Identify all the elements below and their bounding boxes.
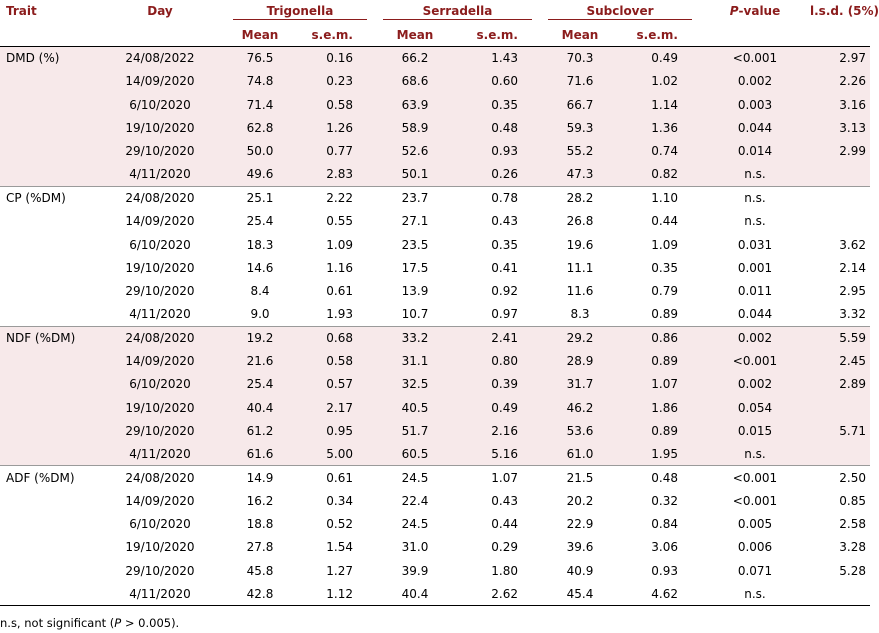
table-row — [0, 70, 870, 93]
cell-subclover-mean: 19.6 — [566, 237, 594, 252]
cell-serradella-sem: 0.39 — [491, 377, 518, 392]
cell-trigonella-mean: 76.5 — [246, 51, 274, 66]
cell-pvalue: 0.011 — [737, 284, 773, 299]
cell-serradella-sem: 1.07 — [455, 466, 540, 489]
cell-serradella-mean: 31.1 — [401, 354, 429, 368]
cell-serradella-mean: 23.7 — [375, 186, 455, 209]
cell-pvalue: 0.002 — [737, 377, 773, 392]
table-row — [0, 93, 870, 116]
cell-trigonella-sem: 2.17 — [326, 400, 353, 415]
section-adf — [0, 466, 870, 606]
cell-subclover-sem: 0.48 — [620, 466, 700, 489]
table-row — [0, 210, 870, 233]
cell-subclover-sem: 4.62 — [651, 586, 678, 601]
cell-serradella-mean: 24.5 — [401, 517, 429, 532]
header-sem: s.e.m. — [636, 28, 678, 42]
table-row — [0, 349, 870, 372]
table-row — [0, 373, 870, 396]
cell-trigonella-sem: 0.95 — [326, 423, 353, 438]
cell-serradella-sem: 0.60 — [491, 74, 518, 89]
cell-lsd: 3.62 — [839, 237, 866, 252]
cell-pvalue: 0.015 — [737, 423, 773, 438]
cell-serradella-sem: 2.16 — [491, 423, 518, 438]
cell-day: 6/10/2020 — [129, 237, 191, 252]
cell-day: 6/10/2020 — [129, 377, 191, 392]
cell-trigonella-mean: 14.6 — [246, 260, 274, 275]
cell-day: 19/10/2020 — [125, 121, 195, 136]
table-row — [0, 116, 870, 139]
cell-subclover-sem: 0.82 — [651, 167, 678, 182]
cell-trigonella-sem: 5.00 — [326, 446, 353, 461]
cell-lsd: 2.99 — [839, 144, 866, 159]
cell-serradella-mean: 51.7 — [401, 423, 429, 438]
cell-serradella-sem: 0.35 — [491, 237, 518, 252]
cell-day: 4/11/2020 — [129, 586, 191, 601]
cell-trigonella-sem: 0.55 — [326, 214, 353, 229]
cell-trait — [0, 396, 95, 419]
cell-subclover-sem: 1.07 — [651, 377, 678, 392]
table-row — [0, 303, 870, 326]
cell-trigonella-sem: 2.22 — [295, 186, 375, 209]
cell-lsd: 0.85 — [839, 493, 866, 508]
cell-day: 6/10/2020 — [129, 97, 191, 112]
cell-subclover-sem: 0.89 — [651, 423, 678, 438]
table-row — [0, 396, 870, 419]
cell-trait — [0, 419, 95, 442]
cell-serradella-mean: 39.9 — [401, 563, 429, 578]
cell-serradella-sem: 0.35 — [491, 97, 518, 112]
cell-serradella-sem: 0.44 — [491, 517, 518, 532]
cell-lsd: 3.16 — [839, 97, 866, 112]
cell-trigonella-sem: 0.77 — [326, 144, 353, 159]
cell-subclover-mean: 28.9 — [566, 354, 594, 368]
cell-pvalue: 0.044 — [737, 121, 773, 136]
cell-lsd: 3.32 — [839, 307, 866, 322]
cell-serradella-mean: 63.9 — [401, 97, 429, 112]
cell-trait — [0, 233, 95, 256]
cell-trigonella-mean: 61.2 — [246, 423, 274, 438]
cell-subclover-sem: 0.93 — [651, 563, 678, 578]
cell-trigonella-mean: 62.8 — [246, 121, 274, 136]
cell-trigonella-mean: 40.4 — [246, 400, 274, 415]
header-sem: s.e.m. — [311, 28, 353, 42]
cell-subclover-sem: 1.02 — [651, 74, 678, 89]
cell-trigonella-sem: 0.58 — [326, 354, 353, 368]
cell-subclover-sem: 1.86 — [651, 400, 678, 415]
cell-pvalue: 0.003 — [737, 97, 773, 112]
cell-pvalue: 0.006 — [737, 540, 773, 555]
cell-lsd: 2.58 — [839, 517, 866, 532]
cell-trigonella-mean: 71.4 — [246, 97, 274, 112]
cell-subclover-mean: 66.7 — [566, 97, 594, 112]
cell-lsd — [810, 582, 870, 605]
cell-serradella-sem: 1.80 — [491, 563, 518, 578]
cell-subclover-mean: 29.2 — [540, 326, 620, 349]
cell-subclover-mean: 26.8 — [566, 214, 594, 229]
cell-lsd: 5.59 — [810, 326, 870, 349]
cell-pvalue: <0.001 — [732, 493, 778, 508]
cell-pvalue: 0.001 — [737, 260, 773, 275]
cell-trigonella-mean: 9.0 — [250, 307, 270, 322]
cell-day: 24/08/2022 — [125, 51, 195, 66]
table-row — [0, 326, 870, 349]
header-lsd: l.s.d. (5%) — [810, 4, 879, 18]
cell-subclover-mean: 47.3 — [566, 167, 594, 182]
cell-lsd: 2.26 — [839, 74, 866, 89]
section-cp — [0, 186, 870, 326]
cell-subclover-sem: 0.32 — [651, 493, 678, 508]
cell-subclover-sem: 0.44 — [651, 214, 678, 229]
cell-trait — [0, 536, 95, 559]
cell-subclover-mean: 45.4 — [566, 586, 594, 601]
cell-pvalue: 0.071 — [737, 563, 773, 578]
cell-day: 4/11/2020 — [129, 307, 191, 322]
header-mean: Mean — [241, 28, 279, 42]
header-pvalue: P-value — [729, 4, 781, 18]
cell-lsd: 2.95 — [839, 284, 866, 299]
cell-trigonella-sem: 1.26 — [326, 121, 353, 136]
cell-serradella-sem: 0.80 — [491, 354, 518, 368]
cell-trigonella-mean: 50.0 — [246, 144, 274, 159]
cell-trait — [0, 349, 95, 372]
cell-trait — [0, 70, 95, 93]
cell-subclover-sem: 3.06 — [651, 540, 678, 555]
cell-trait: CP (%DM) — [0, 186, 95, 209]
cell-trigonella-mean: 61.6 — [246, 446, 274, 461]
cell-pvalue: n.s. — [744, 214, 766, 229]
cell-trigonella-mean: 19.2 — [225, 326, 295, 349]
cell-lsd: 3.28 — [839, 540, 866, 555]
table-row — [0, 256, 870, 279]
cell-trigonella-mean: 25.4 — [246, 214, 274, 229]
cell-serradella-mean: 40.4 — [401, 586, 429, 601]
cell-serradella-mean: 27.1 — [401, 214, 429, 229]
header-group-trigonella: Trigonella — [225, 0, 375, 24]
cell-serradella-sem: 0.26 — [491, 167, 518, 182]
cell-serradella-mean: 10.7 — [401, 307, 429, 322]
cell-pvalue: 0.031 — [737, 237, 773, 252]
cell-subclover-sem: 0.49 — [651, 51, 678, 66]
table-row — [0, 233, 870, 256]
cell-subclover-mean: 40.9 — [566, 563, 594, 578]
cell-serradella-mean: 17.5 — [401, 260, 429, 275]
cell-trait — [0, 559, 95, 582]
cell-trigonella-mean: 42.8 — [246, 586, 274, 601]
cell-trigonella-sem: 1.27 — [326, 563, 353, 578]
cell-serradella-mean: 68.6 — [401, 74, 429, 89]
header-group-subclover: Subclover — [540, 0, 700, 24]
cell-lsd — [810, 186, 870, 209]
cell-trigonella-sem: 0.57 — [326, 377, 353, 392]
cell-pvalue: 0.002 — [737, 74, 773, 89]
table-row — [0, 443, 870, 466]
cell-serradella-sem: 0.43 — [491, 214, 518, 229]
cell-trait — [0, 210, 95, 233]
section-dmd — [0, 47, 870, 187]
table-row — [0, 512, 870, 535]
cell-subclover-sem: 1.14 — [651, 97, 678, 112]
cell-lsd — [810, 443, 870, 466]
cell-serradella-sem: 2.62 — [491, 586, 518, 601]
cell-subclover-sem: 1.36 — [651, 121, 678, 136]
cell-subclover-mean: 8.3 — [570, 307, 590, 322]
cell-trigonella-sem: 0.16 — [326, 51, 353, 66]
cell-trigonella-sem: 1.54 — [326, 540, 353, 555]
cell-serradella-sem: 0.92 — [491, 284, 518, 299]
cell-trigonella-mean: 18.8 — [246, 517, 274, 532]
cell-trait — [0, 303, 95, 326]
cell-subclover-mean: 11.6 — [566, 284, 594, 299]
cell-pvalue: 0.002 — [700, 326, 810, 349]
cell-trigonella-mean: 25.1 — [225, 186, 295, 209]
cell-day: 4/11/2020 — [129, 446, 191, 461]
cell-day: 14/09/2020 — [125, 354, 195, 368]
cell-subclover-mean: 11.1 — [566, 260, 594, 275]
cell-trait — [0, 140, 95, 163]
cell-subclover-sem: 0.86 — [620, 326, 700, 349]
cell-subclover-sem: 1.95 — [651, 446, 678, 461]
cell-trait — [0, 443, 95, 466]
cell-pvalue: 0.014 — [737, 144, 773, 159]
cell-day: 19/10/2020 — [125, 260, 195, 275]
cell-serradella-sem: 0.48 — [491, 121, 518, 136]
table-row — [0, 140, 870, 163]
cell-subclover-mean: 31.7 — [566, 377, 594, 392]
header-mean: Mean — [396, 28, 434, 42]
cell-serradella-sem: 1.43 — [491, 51, 518, 66]
cell-serradella-sem: 0.97 — [491, 307, 518, 322]
cell-serradella-mean: 32.5 — [401, 377, 429, 392]
cell-pvalue: n.s. — [744, 586, 766, 601]
cell-serradella-sem: 0.43 — [491, 493, 518, 508]
cell-trigonella-sem: 1.93 — [326, 307, 353, 322]
cell-day: 19/10/2020 — [125, 540, 195, 555]
cell-serradella-mean: 22.4 — [401, 493, 429, 508]
cell-lsd: 5.71 — [839, 423, 866, 438]
cell-day: 29/10/2020 — [125, 423, 195, 438]
cell-trigonella-mean: 74.8 — [246, 74, 274, 89]
cell-subclover-sem: 0.35 — [651, 260, 678, 275]
cell-trigonella-sem: 0.61 — [295, 466, 375, 489]
cell-serradella-mean: 58.9 — [401, 121, 429, 136]
cell-serradella-mean: 23.5 — [401, 237, 429, 252]
cell-subclover-mean: 20.2 — [566, 493, 594, 508]
table-row — [0, 559, 870, 582]
table-row — [0, 186, 870, 209]
cell-serradella-mean: 50.1 — [401, 167, 429, 182]
cell-day: 29/10/2020 — [125, 284, 195, 299]
header-mean: Mean — [561, 28, 599, 42]
cell-trait — [0, 279, 95, 302]
cell-subclover-mean: 59.3 — [566, 121, 594, 136]
cell-trigonella-mean: 8.4 — [250, 284, 270, 299]
cell-serradella-sem: 0.93 — [491, 144, 518, 159]
table-row — [0, 489, 870, 512]
header-trait: Trait — [6, 4, 37, 18]
cell-subclover-mean: 28.2 — [540, 186, 620, 209]
cell-subclover-mean: 22.9 — [566, 517, 594, 532]
cell-serradella-mean: 13.9 — [401, 284, 429, 299]
cell-subclover-sem: 0.79 — [651, 284, 678, 299]
cell-subclover-sem: 0.89 — [651, 354, 678, 368]
cell-trigonella-sem: 0.61 — [326, 284, 353, 299]
cell-day: 24/08/2020 — [95, 186, 225, 209]
cell-lsd: 2.89 — [839, 377, 866, 392]
cell-lsd: 5.28 — [839, 563, 866, 578]
cell-subclover-mean: 21.5 — [540, 466, 620, 489]
cell-trait — [0, 163, 95, 186]
cell-pvalue: n.s. — [744, 446, 766, 461]
cell-day: 24/08/2020 — [95, 466, 225, 489]
cell-subclover-mean: 70.3 — [566, 51, 594, 66]
cell-serradella-mean: 40.5 — [401, 400, 429, 415]
cell-trigonella-sem: 0.68 — [295, 326, 375, 349]
cell-trigonella-mean: 27.8 — [246, 540, 274, 555]
table-row — [0, 419, 870, 442]
cell-trigonella-mean: 25.4 — [246, 377, 274, 392]
cell-trigonella-sem: 1.09 — [326, 237, 353, 252]
table-row — [0, 582, 870, 605]
cell-trigonella-sem: 1.12 — [326, 586, 353, 601]
cell-lsd: 3.13 — [839, 121, 866, 136]
cell-subclover-mean: 55.2 — [566, 144, 594, 159]
header-day: Day — [147, 4, 173, 18]
table-row — [0, 47, 870, 70]
cell-lsd: 2.14 — [839, 260, 866, 275]
cell-subclover-sem: 0.84 — [651, 517, 678, 532]
cell-trigonella-mean: 18.3 — [246, 237, 274, 252]
cell-subclover-sem: 1.10 — [620, 186, 700, 209]
cell-serradella-sem: 0.78 — [455, 186, 540, 209]
cell-serradella-sem: 0.49 — [491, 400, 518, 415]
cell-serradella-sem: 2.41 — [455, 326, 540, 349]
cell-subclover-mean: 39.6 — [566, 540, 594, 555]
cell-trigonella-sem: 0.34 — [326, 493, 353, 508]
cell-trait — [0, 256, 95, 279]
cell-pvalue: <0.001 — [700, 466, 810, 489]
cell-serradella-sem: 5.16 — [491, 446, 518, 461]
cell-trait — [0, 93, 95, 116]
cell-subclover-mean: 61.0 — [566, 446, 594, 461]
cell-day: 4/11/2020 — [129, 167, 191, 182]
header-sem: s.e.m. — [476, 28, 518, 42]
cell-pvalue: 0.005 — [737, 517, 773, 532]
cell-day: 29/10/2020 — [125, 563, 195, 578]
cell-serradella-mean: 33.2 — [375, 326, 455, 349]
cell-lsd — [810, 210, 870, 233]
cell-trait: ADF (%DM) — [0, 466, 95, 489]
cell-trigonella-mean: 21.6 — [246, 354, 274, 368]
cell-lsd — [810, 396, 870, 419]
cell-pvalue: <0.001 — [732, 354, 778, 368]
cell-subclover-sem: 0.74 — [651, 144, 678, 159]
header-group-serradella: Serradella — [375, 0, 540, 24]
cell-subclover-mean: 46.2 — [566, 400, 594, 415]
cell-serradella-mean: 60.5 — [401, 446, 429, 461]
cell-trigonella-mean: 45.8 — [246, 563, 274, 578]
cell-trigonella-mean: 14.9 — [225, 466, 295, 489]
cell-lsd: 2.97 — [839, 51, 866, 66]
cell-trait: NDF (%DM) — [0, 326, 95, 349]
cell-day: 14/09/2020 — [125, 493, 195, 508]
cell-trigonella-sem: 0.58 — [326, 97, 353, 112]
cell-day: 29/10/2020 — [125, 144, 195, 159]
cell-day: 24/08/2020 — [95, 326, 225, 349]
cell-trigonella-sem: 2.83 — [326, 167, 353, 182]
table-row — [0, 536, 870, 559]
table-row — [0, 279, 870, 302]
cell-trigonella-mean: 49.6 — [246, 167, 274, 182]
cell-trait — [0, 116, 95, 139]
cell-trigonella-sem: 1.16 — [326, 260, 353, 275]
cell-day: 14/09/2020 — [125, 214, 195, 229]
cell-serradella-mean: 66.2 — [401, 51, 429, 66]
cell-trait: DMD (%) — [6, 51, 60, 66]
cell-trait — [0, 373, 95, 396]
cell-serradella-mean: 52.6 — [401, 144, 429, 159]
cell-trigonella-sem: 0.23 — [326, 74, 353, 89]
footnote: n.s, not significant (P > 0.005). — [0, 616, 180, 631]
table-row — [0, 163, 870, 186]
cell-subclover-mean: 53.6 — [566, 423, 594, 438]
cell-subclover-sem: 0.89 — [651, 307, 678, 322]
cell-pvalue: 0.044 — [737, 307, 773, 322]
cell-trigonella-sem: 0.52 — [326, 517, 353, 532]
cell-subclover-mean: 71.6 — [566, 74, 594, 89]
cell-trait — [0, 582, 95, 605]
cell-trait — [0, 489, 95, 512]
cell-pvalue: <0.001 — [732, 51, 778, 66]
cell-pvalue: n.s. — [744, 167, 766, 182]
cell-day: 14/09/2020 — [125, 74, 195, 89]
table-header — [0, 0, 879, 47]
cell-trait — [0, 512, 95, 535]
table-row — [0, 466, 870, 489]
cell-subclover-sem: 1.09 — [651, 237, 678, 252]
cell-day: 19/10/2020 — [125, 400, 195, 415]
cell-serradella-mean: 24.5 — [375, 466, 455, 489]
section-ndf — [0, 326, 870, 466]
cell-lsd: 2.45 — [839, 354, 866, 368]
cell-serradella-sem: 0.41 — [491, 260, 518, 275]
cell-pvalue: 0.054 — [737, 400, 773, 415]
cell-pvalue: n.s. — [700, 186, 810, 209]
cell-day: 6/10/2020 — [129, 517, 191, 532]
cell-trigonella-mean: 16.2 — [246, 493, 274, 508]
cell-serradella-mean: 31.0 — [401, 540, 429, 555]
cell-lsd: 2.50 — [810, 466, 870, 489]
cell-lsd — [810, 163, 870, 186]
cell-serradella-sem: 0.29 — [491, 540, 518, 555]
